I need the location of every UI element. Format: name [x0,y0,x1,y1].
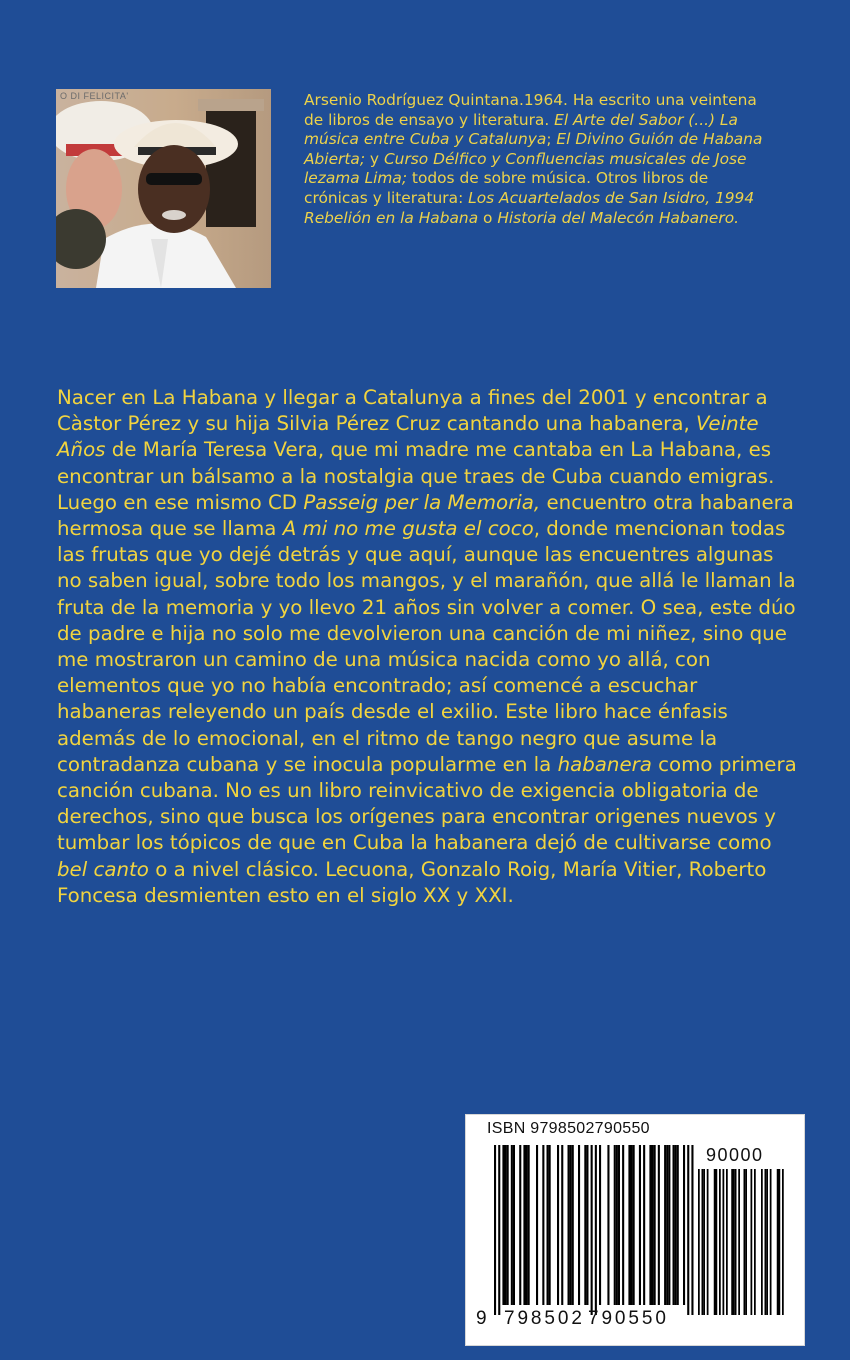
barcode-addon-bar [702,1169,704,1315]
barcode-bar [628,1145,630,1305]
barcode-addon-bar [731,1169,733,1315]
barcode-first-digit: 9 [476,1308,487,1329]
barcode-addon-number: 90000 [706,1145,764,1165]
barcode-bar [658,1145,660,1305]
barcode-bar [622,1145,624,1305]
barcode-right-digits: 790550 [588,1308,669,1329]
barcode-addon-bar [765,1169,767,1315]
barcode-bar [586,1145,588,1305]
barcode-bar [664,1145,666,1305]
barcode-bar [618,1145,620,1305]
barcode-bar [542,1145,544,1305]
barcode-bar [507,1145,509,1305]
barcode-addon-bar [761,1169,763,1315]
barcode-bar [683,1145,685,1305]
barcode-bar [578,1145,580,1305]
barcode-addon-bar [770,1169,772,1315]
barcode-addon-bar [751,1169,753,1315]
barcode-bar [607,1145,609,1305]
isbn-barcode [465,1114,805,1346]
barcode-bar [523,1145,525,1305]
barcode-bar [687,1145,689,1315]
barcode-bar [599,1145,601,1305]
author-photo [56,89,271,288]
barcode-bar [505,1145,507,1305]
author-bio: Arsenio Rodríguez Quintana.1964. Ha escrito una veintena de libros de ensayo y literatura. El Arte del Sabor (...) La música entre Cuba y Catalunya; El Divino Guión de Habana Abierta; y Curso Délfico y Confluencias musicales de Jose lezama Lima; todos de sobre música. Otros libros de crónicas y literatura: Los Acuartelados de San Isidro, 1994 Rebelión en la Habana o Historia del Malecón Habanero. [304,91,763,227]
barcode-bar [561,1145,563,1305]
barcode-bar [557,1145,559,1305]
barcode-addon-bar [777,1169,779,1315]
barcode-bar [614,1145,616,1305]
barcode-bar [526,1145,528,1305]
isbn-label: ISBN 9798502790550 [487,1120,650,1137]
barcode-bar [519,1145,521,1305]
barcode-bar [511,1145,513,1305]
barcode-bar [691,1145,693,1315]
barcode-left-digits: 798502 [504,1308,585,1329]
barcode-bar [616,1145,618,1305]
barcode-addon-bar [745,1169,747,1315]
barcode-bar [668,1145,670,1305]
book-blurb: Nacer en La Habana y llegar a Catalunya a fines del 2001 y encontrar a Càstor Pérez y su hija Silvia Pérez Cruz cantando una habanera, Veinte Años de María Teresa Vera, que mi madre me cantaba en La Habana, es encontrar un bálsamo a la nostalgia que traes de Cuba cuando emigras. Luego en ese mismo CD Passeig per la Memoria, encuentro otra habanera hermosa que se llama A mi no me gusta el coco, donde mencionan todas las frutas que yo dejé detrás y que aquí, aunque las encuentres algunas no saben igual, sobre todo los mangos, y el marañón, que allá le llaman la fruta de la memoria y yo llevo 21 años sin volver a comer. O sea, este dúo de padre e hija no solo me devolvieron una canción de mi niñez, sino que me mostraron un camino de una música nacida como yo allá, con elementos que yo no había encontrado; así comencé a escuchar habaneras releyendo un país desde el exilio. Este libro hace énfasis además de lo emocional, en el ritmo de tango negro que asume la contradanza cubana y se inocula popularme en la habanera como primera canción cubana. No es un libro reinvicativo de exigencia obligatoria de derechos, sino que busca los orígenes para encontrar origenes nuevos y tumbar los tópicos de que en Cuba la habanera dejó de cultivarse como bel canto o a nivel clásico. Lecuona, Gonzalo Roig, María Vitier, Roberto Foncesa desmienten esto en el siglo XX y XXI. [57,386,797,907]
barcode-bar [536,1145,538,1305]
barcode-bar [547,1145,549,1305]
barcode-bar [631,1145,633,1305]
barcode-bar [584,1145,586,1305]
barcode-addon-bar [735,1169,737,1315]
barcode-addon-bar [733,1169,735,1315]
barcode-bar [591,1145,593,1315]
barcode-bar [528,1145,530,1305]
barcode-addon-bar [782,1169,784,1315]
barcode-bar [666,1145,668,1305]
barcode-addon-bar [723,1169,725,1315]
barcode-bar [502,1145,504,1305]
barcode-bar [652,1145,654,1305]
barcode-bar [675,1145,677,1305]
barcode-bar [568,1145,570,1305]
barcode-addon-bar [703,1169,705,1315]
barcode-bar [673,1145,675,1305]
barcode-bar [677,1145,679,1305]
barcode-addon-bar [714,1169,716,1315]
barcode-addon-bar [744,1169,746,1315]
barcode-addon-bar [754,1169,756,1315]
barcode-addon-bar [707,1169,709,1315]
barcode-addon-bar [766,1169,768,1315]
barcode-bar [633,1145,635,1305]
barcode-bar [570,1145,572,1305]
barcode-bar [649,1145,651,1305]
barcode-bar [498,1145,500,1315]
barcode-addon-bar [719,1169,721,1315]
barcode-bar [572,1145,574,1305]
barcode-addon-bar [698,1169,700,1315]
barcode-bar [494,1145,496,1315]
barcode-addon-bar [726,1169,728,1315]
barcode-bar [549,1145,551,1305]
barcode-bar [639,1145,641,1305]
author-photo-image [56,89,271,288]
barcode-bar [513,1145,515,1305]
photo-caption: O DI FELICITA' [60,91,129,101]
barcode-bar [654,1145,656,1305]
barcode-bar [643,1145,645,1305]
barcode-addon-bar [716,1169,718,1315]
barcode-addon-bar [779,1169,781,1315]
barcode-bar [595,1145,597,1315]
barcode-addon-bar [738,1169,740,1315]
